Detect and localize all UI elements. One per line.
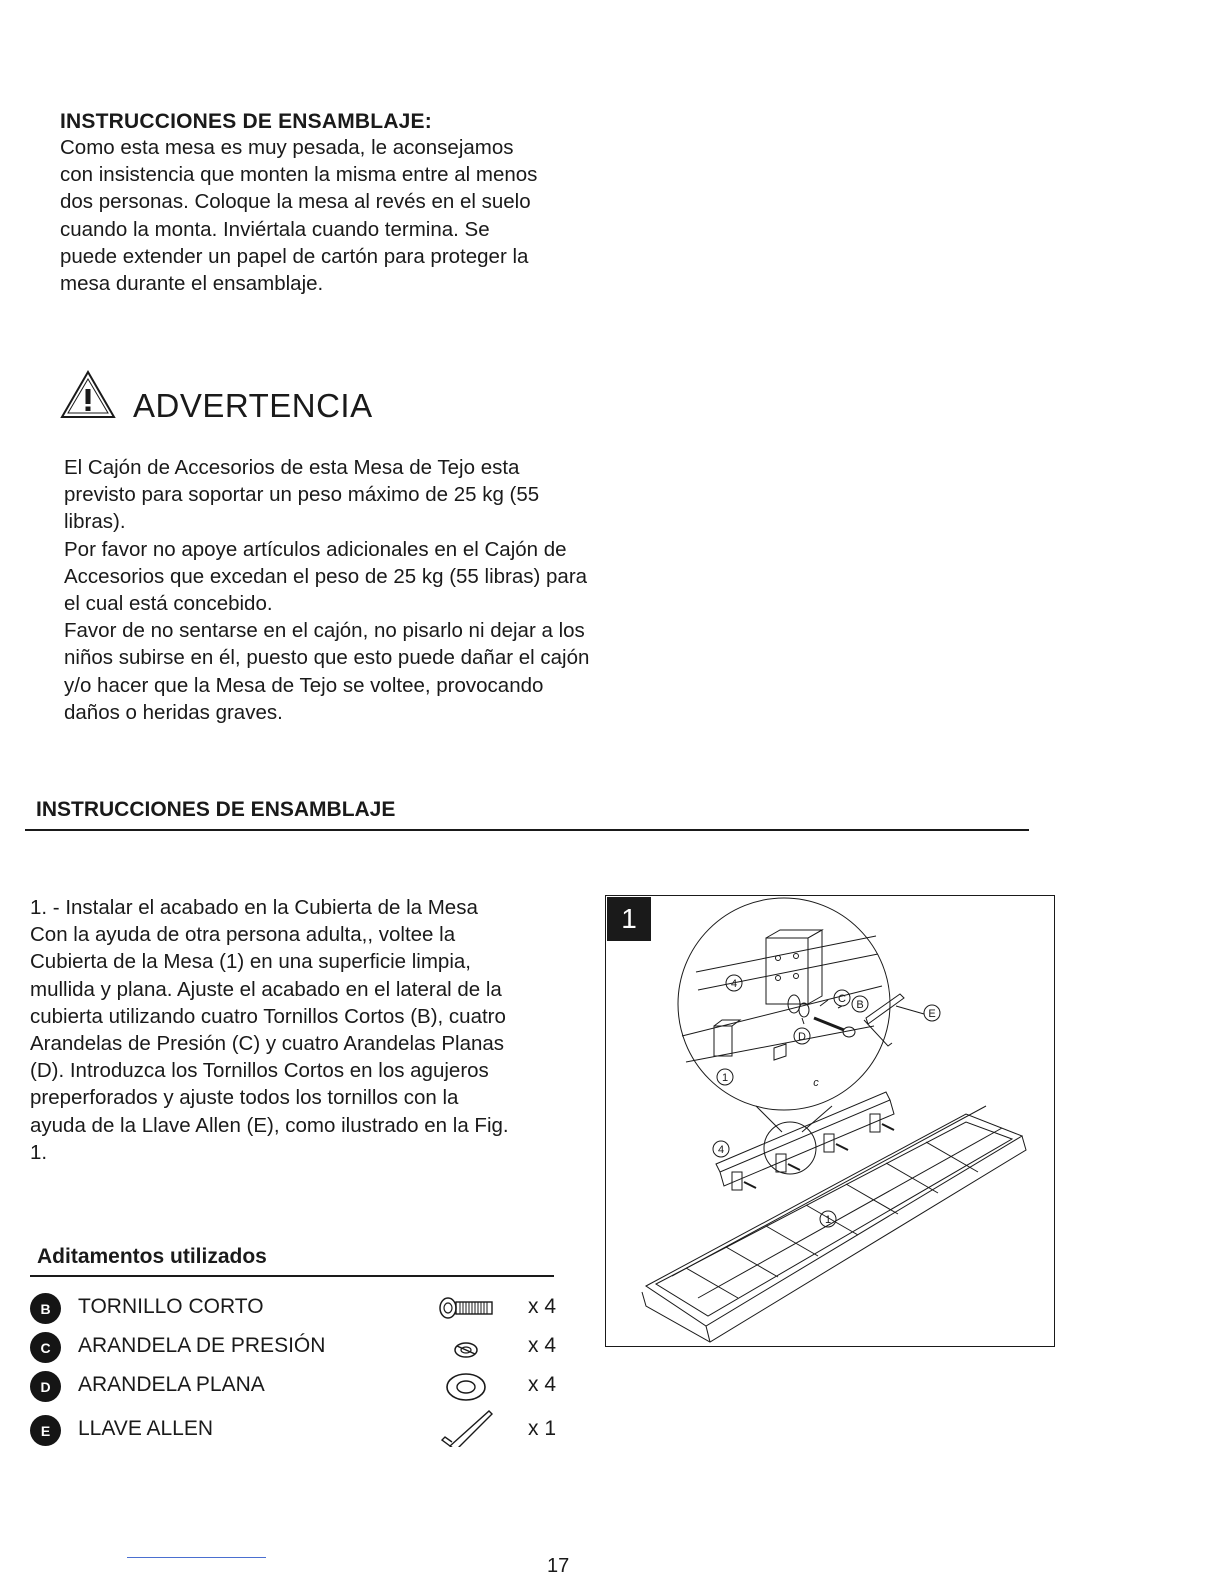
- callout-part-c: C: [838, 993, 846, 1005]
- warning-line: el cual está concebido.: [64, 592, 273, 616]
- part-row-d: [30, 1369, 570, 1403]
- intro-line: con insistencia que monten la misma entre al menos: [60, 163, 538, 187]
- callout-part-b: B: [856, 999, 864, 1011]
- part-quantity: x 1: [528, 1417, 557, 1440]
- section-heading: INSTRUCCIONES DE ENSAMBLAJE: [36, 798, 396, 821]
- intro-line: puede extender un papel de cartón para proteger la: [60, 244, 529, 268]
- callout-part-e: E: [928, 1008, 936, 1020]
- part-row-e: [30, 1413, 570, 1447]
- warning-line: Favor de no sentarse en el cajón, no pisarlo ni dejar a los: [64, 619, 585, 643]
- intro-paragraph: [60, 134, 537, 297]
- warning-line: niños subirse en él, puesto que esto puede dañar el cajón: [64, 646, 590, 670]
- step-line: cubierta utilizando cuatro Tornillos Cortos (B), cuatro: [30, 1004, 506, 1028]
- warning-triangle-icon: [60, 370, 116, 420]
- part-row-b: [30, 1291, 570, 1325]
- part-name: ARANDELA PLANA: [78, 1373, 265, 1396]
- flat-washer-icon: [434, 1369, 498, 1403]
- short-screw-icon: [434, 1291, 498, 1325]
- part-row-c: [30, 1330, 570, 1364]
- callout-part-4: 4: [730, 978, 738, 990]
- step-line: mullida y plana. Ajuste el acabado en el lateral de la: [30, 977, 502, 1001]
- warning-title: ADVERTENCIA: [133, 387, 373, 424]
- warning-line: Accesorios que excedan el peso de 25 kg (55 libras) para: [64, 564, 588, 588]
- assembly-illustration: [606, 896, 1054, 1346]
- detail-label: c: [813, 1077, 819, 1089]
- callout-part-4: 4: [717, 1144, 725, 1156]
- part-quantity: x 4: [528, 1373, 557, 1396]
- step-line: Cubierta de la Mesa (1) en una superficie limpia,: [30, 950, 471, 974]
- lock-washer-icon: [434, 1330, 498, 1364]
- callout-part-1: 1: [721, 1072, 729, 1084]
- step-line: 1.: [30, 1140, 48, 1164]
- warning-line: El Cajón de Accesorios de esta Mesa de Tejo esta: [64, 456, 520, 479]
- warning-line: Por favor no apoye artículos adicionales en el Cajón de: [64, 537, 567, 561]
- warning-line: previsto para soportar un peso máximo de 25 kg (55: [64, 483, 540, 507]
- warning-paragraph: [64, 454, 589, 726]
- figure-number: 1: [607, 897, 651, 941]
- part-quantity: x 4: [528, 1295, 557, 1318]
- parts-divider: [30, 1275, 554, 1277]
- intro-line: Como esta mesa es muy pesada, le aconsejamos: [60, 136, 514, 159]
- part-name: TORNILLO CORTO: [78, 1295, 264, 1318]
- warning-line: libras).: [64, 510, 126, 534]
- footer-rule: [127, 1557, 266, 1558]
- allen-key-icon: [434, 1399, 498, 1447]
- warning-line: daños o heridas graves.: [64, 700, 283, 724]
- part-letter-badge: B: [30, 1293, 61, 1324]
- part-name: ARANDELA DE PRESIÓN: [78, 1334, 326, 1357]
- step-line: Arandelas de Presión (C) y cuatro Arandelas Planas: [30, 1032, 505, 1056]
- section-divider: [25, 829, 1029, 831]
- warning-line: y/o hacer que la Mesa de Tejo se voltee, provocando: [64, 673, 544, 697]
- step-line: (D). Introduzca los Tornillos Cortos en los agujeros: [30, 1059, 489, 1083]
- figure-1: [605, 895, 1055, 1347]
- page-number: 17: [547, 1555, 570, 1577]
- part-quantity: x 4: [528, 1334, 557, 1357]
- parts-heading: Aditamentos utilizados: [37, 1245, 267, 1268]
- callout-part-1: 1: [824, 1214, 832, 1226]
- callout-part-d: D: [798, 1031, 806, 1043]
- intro-line: cuando la monta. Inviértala cuando termina. Se: [60, 217, 490, 241]
- step-1-instructions: [30, 894, 509, 1166]
- part-letter-badge: D: [30, 1371, 61, 1402]
- step-line: preperforados y ajuste todos los tornillos con la: [30, 1086, 459, 1110]
- intro-line: dos personas. Coloque la mesa al revés en el suelo: [60, 190, 531, 214]
- part-letter-badge: E: [30, 1415, 61, 1446]
- step-line: Con la ayuda de otra persona adulta,, voltee la: [30, 923, 456, 947]
- part-name: LLAVE ALLEN: [78, 1417, 214, 1440]
- intro-heading: INSTRUCCIONES DE ENSAMBLAJE:: [60, 110, 432, 133]
- part-letter-badge: C: [30, 1332, 61, 1363]
- step-line: ayuda de la Llave Allen (E), como ilustrado en la Fig.: [30, 1113, 509, 1137]
- intro-line: mesa durante el ensamblaje.: [60, 272, 324, 296]
- step-line: 1. - Instalar el acabado en la Cubierta de la Mesa: [30, 896, 478, 919]
